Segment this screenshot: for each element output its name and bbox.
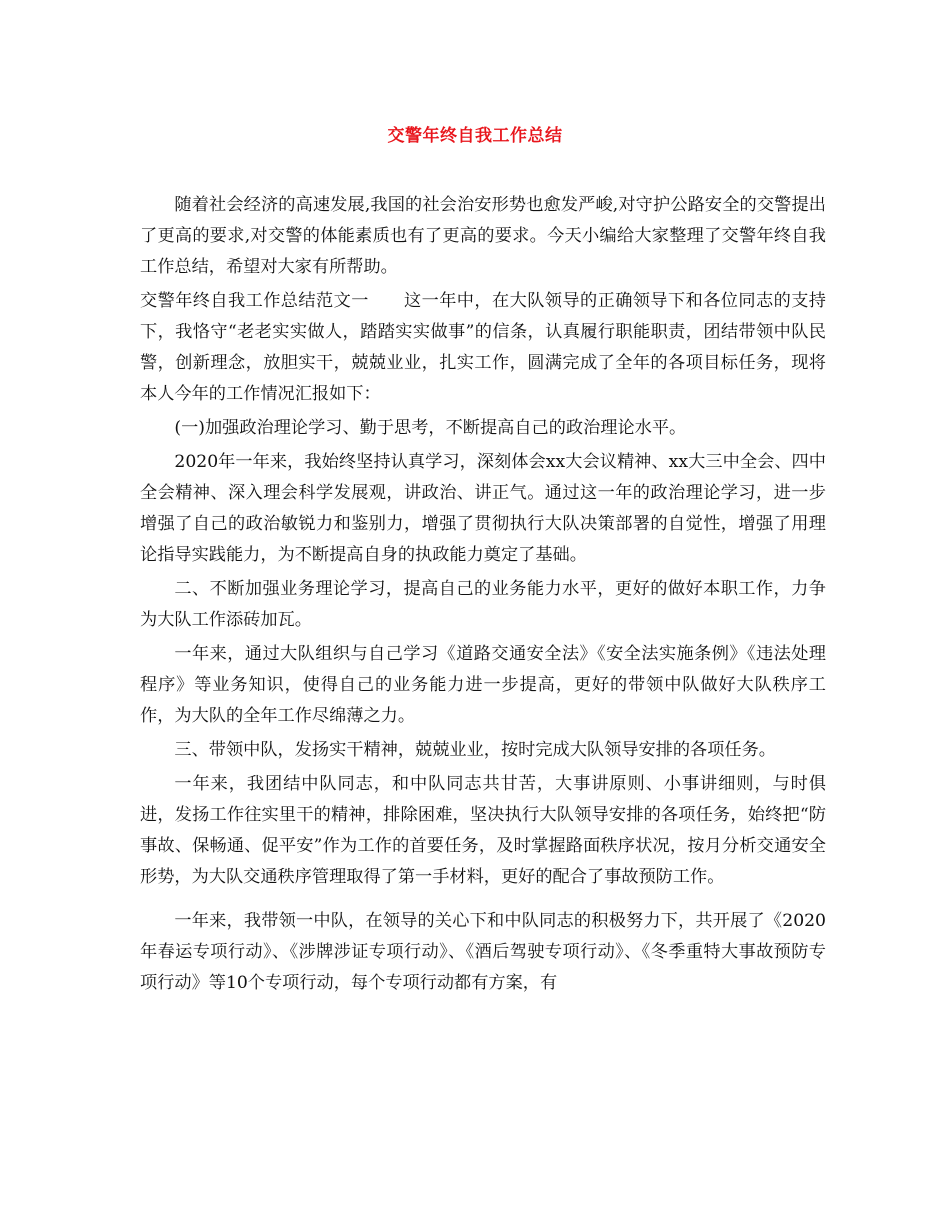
paragraph-politics-study: 2020年一年来，我始终坚持认真学习，深刻体会xx大会议精神、xx大三中全会、四中全会精神、深入理会科学发展观，讲政治、讲正气。通过这一年的政治理论学习，进一步增强了自己的政治敏锐力和鉴别力，增强了贯彻执行大队决策部署的自觉性，增强了用理论指导实践能力，为不断提高自身的执政能力奠定了基础。	[140, 452, 826, 565]
paragraph-team-work: 一年来，我团结中队同志，和中队同志共甘苦，大事讲原则、小事讲细则，与时俱进，发扬工作往实里干的精神，排除困难，坚决执行大队领导安排的各项任务，始终把“防事故、保畅通、促平安”作为工作的首要任务，及时掌握路面秩序状况，按月分析交通安全形势，为大队交通秩序管理取得了第一手材料，更好的配合了事故预防工作。	[140, 774, 826, 887]
paragraph-special-actions: 一年来，我带领一中队，在领导的关心下和中队同志的积极努力下，共开展了《2020年春运专项行动》、《涉牌涉证专项行动》、《酒后驾驶专项行动》、《冬季重特大事故预防专项行动》等10个专项行动，每个专项行动都有方案，有	[140, 911, 826, 993]
paragraph-business-study: 一年来，通过大队组织与自己学习《道路交通安全法》《安全法实施条例》《违法处理程序》等业务知识，使得自己的业务能力进一步提高，更好的带领中队做好大队秩序工作，为大队的全年工作尽绵薄之力。	[140, 644, 826, 726]
document-title: 交警年终自我工作总结	[387, 126, 563, 146]
paragraph-sample-one: 交警年终自我工作总结范文一 这一年中，在大队领导的正确领导下和各位同志的支持下，我恪守“老老实实做人，踏踏实实做事”的信条，认真履行职能职责，团结带领中队民警，创新理念，放胆实干，兢兢业业，扎实工作，圆满完成了全年的各项目标任务，现将本人今年的工作情况汇报如下：	[140, 291, 826, 404]
paragraph-intro: 随着社会经济的高速发展,我国的社会治安形势也愈发严峻,对守护公路安全的交警提出了更高的要求,对交警的体能素质也有了更高的要求。今天小编给大家整理了交警年终自我工作总结，希望对大家有所帮助。	[140, 195, 826, 277]
document-body	[140, 190, 826, 1002]
paragraph-heading-politics: (一)加强政治理论学习、勤于思考，不断提高自己的政治理论水平。	[174, 418, 687, 438]
paragraph-heading-team: 三、带领中队，发扬实干精神，兢兢业业，按时完成大队领导安排的各项任务。	[174, 740, 776, 760]
paragraph-heading-business: 二、不断加强业务理论学习，提高自己的业务能力水平，更好的做好本职工作，力争为大队工作添砖加瓦。	[140, 579, 826, 630]
